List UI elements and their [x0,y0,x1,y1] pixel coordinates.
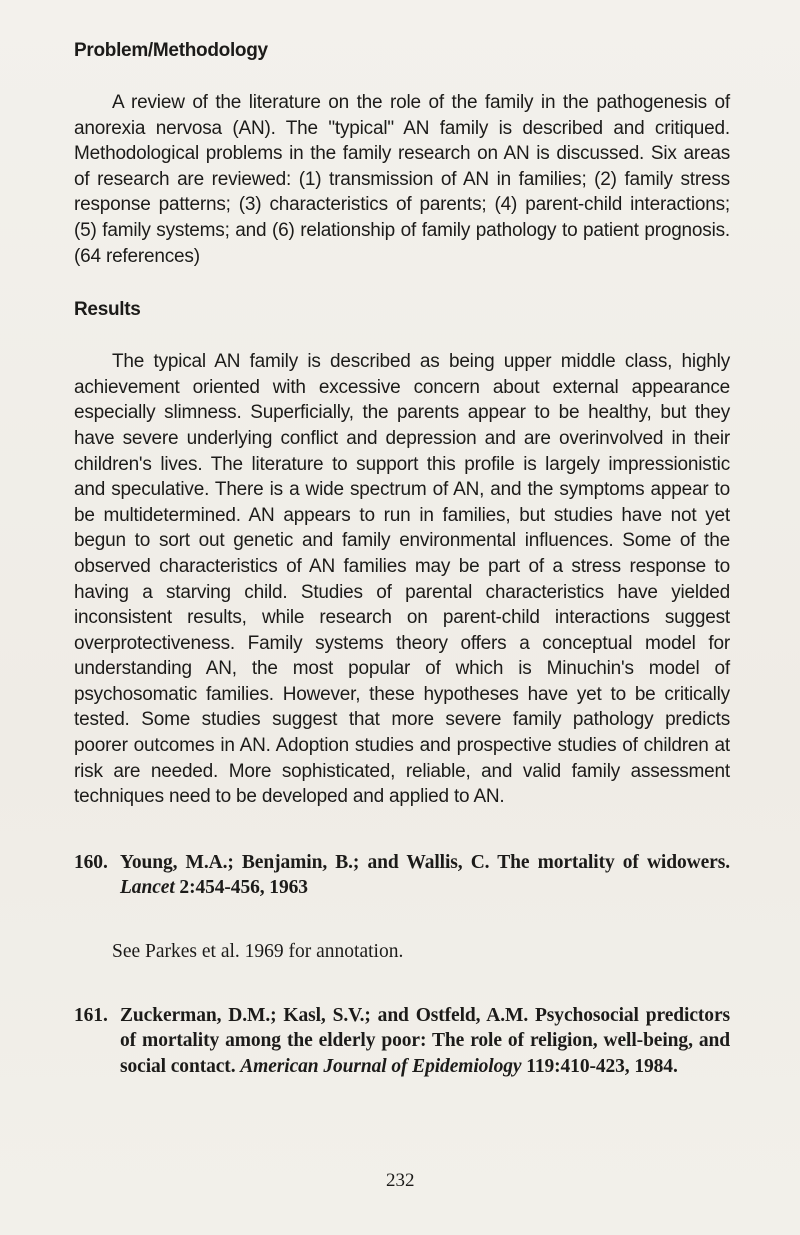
entry-details: 119:410-423, 1984. [526,1055,678,1077]
entry-annotation-note: See Parkes et al. 1969 for annotation. [112,940,404,962]
reference-entry-160 [74,850,730,901]
page-content [74,34,730,1079]
problem-methodology-paragraph: A review of the literature on the role of the family in the pathogenesis of anorexia nervosa (AN). The "typical" AN family is described and critiqued. Methodological problems in the family research on AN is discussed. Six areas of research are reviewed: (1) transmission of AN in families; (2) family stress response patterns; (3) characteristics of parents; (4) parent-child interactions; (5) family systems; and (6) relationship of family pathology to patient prognosis. (64 references) [74,92,730,267]
entry-citation: Young, M.A.; Benjamin, B.; and Wallis, C. The mortality of widowers. [120,851,730,873]
problem-methodology-heading: Problem/Methodology [74,40,268,61]
entry-details: 2:454-456, 1963 [179,877,308,899]
results-heading: Results [74,299,141,321]
entry-journal: American Journal of Epidemiology [240,1055,522,1077]
entry-number: 160. [74,851,108,873]
reference-entry-161 [74,1003,730,1080]
entry-citation: Zuckerman, D.M.; Kasl, S.V.; and Ostfeld, A.M. Psychosocial predictors of mortality among the elderly poor: The role of religion, well-being, and social contact. [120,1004,730,1077]
results-paragraph: The typical AN family is described as being upper middle class, highly achievement oriented with excessive concern about external appearance especially slimness. Superficially, the parents appear to be healthy, but they have severe underlying conflict and depression and are overinvolved in their children's lives. The literature to support this profile is largely impressionistic and speculative. There is a wide spectrum of AN, and the symptoms appear to be multidetermined. AN appears to run in families, but studies have not yet begun to sort out genetic and family environmental influences. Some of the observed characteristics of AN families may be part of a stress response to having a starving child. Studies of parental characteristics have yielded inconsistent results, while research on parent-child interactions suggest overprotectiveness. Family systems theory offers a conceptual model for understanding AN, the most popular of which is Minuchin's model of psychosomatic families. However, these hypotheses have yet to be critically tested. Some studies suggest that more severe family pathology predicts poorer outcomes in AN. Adoption studies and prospective studies of children at risk are needed. More sophisticated, reliable, and valid family assessment techniques need to be developed and applied to AN. [74,351,730,808]
page-number: 232 [386,1170,415,1191]
entry-number: 161. [74,1004,108,1026]
entry-journal: Lancet [120,877,175,899]
